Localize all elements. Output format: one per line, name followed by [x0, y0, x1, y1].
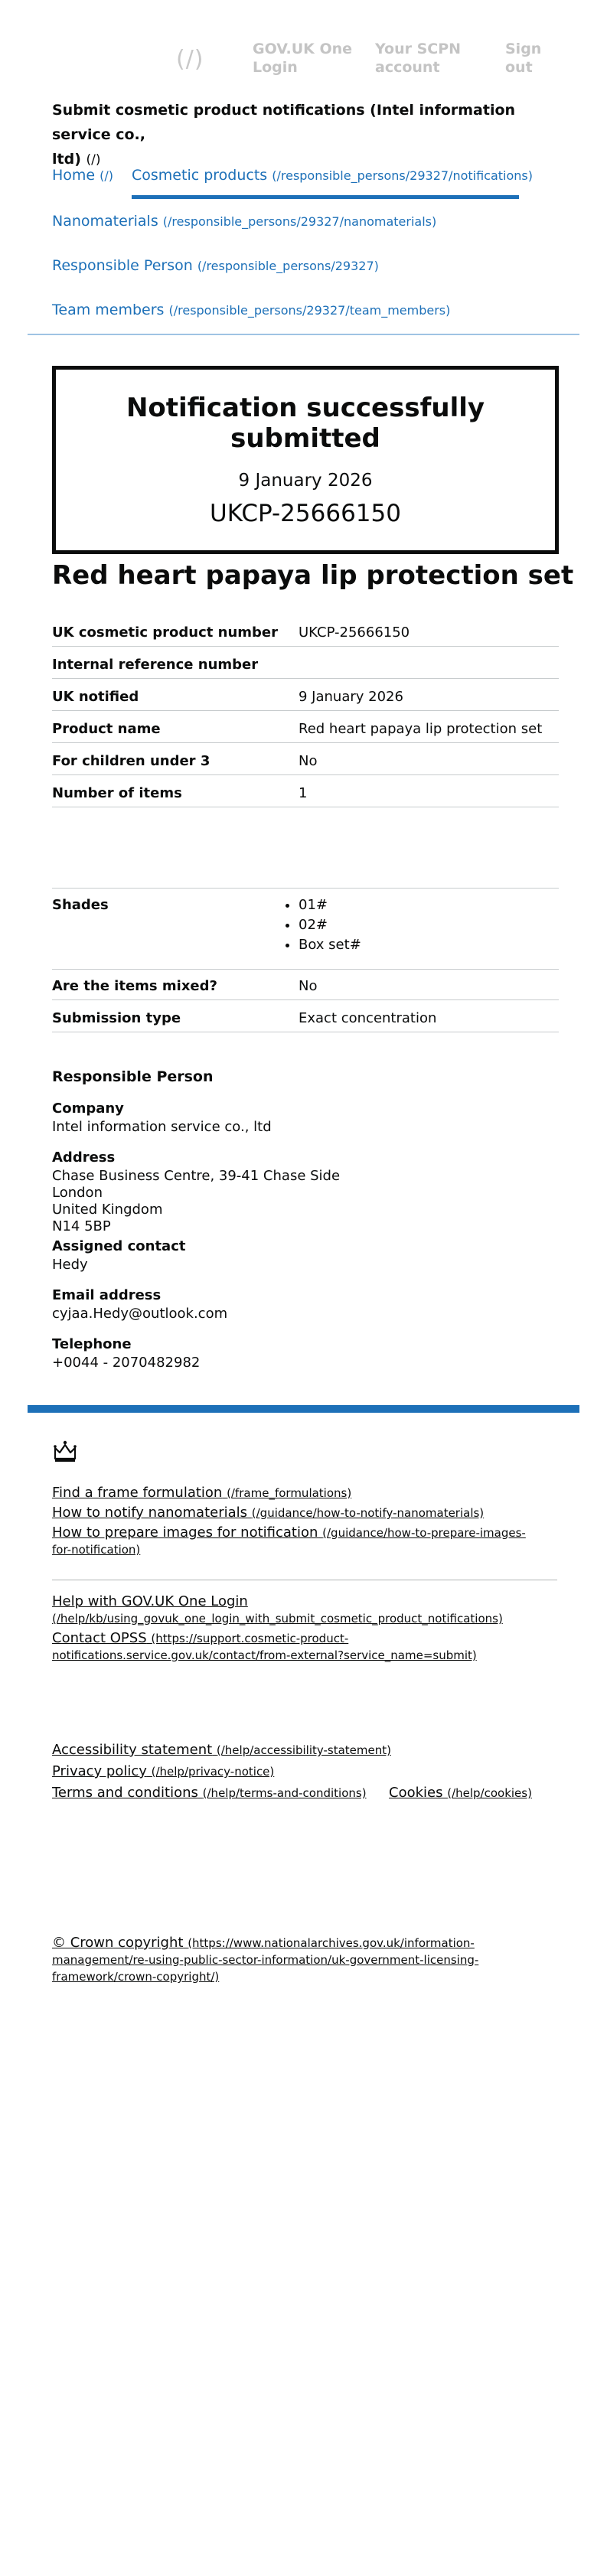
subnav-team-members-label: Team members: [52, 302, 165, 318]
top-navigation: [0, 40, 607, 86]
summary-value: 9 January 2026: [299, 689, 403, 705]
shade-list: [279, 895, 361, 955]
one-login-line1: GOV.UK One: [253, 41, 353, 57]
footer-link-label: Privacy policy: [52, 1763, 147, 1779]
company-value: Intel information service co., ltd: [52, 1119, 272, 1135]
footer-link-label: Find a frame formulation: [52, 1485, 223, 1501]
subnav-cosmetic-products-label: Cosmetic products: [132, 167, 268, 184]
footer-link-accessibility[interactable]: [52, 1742, 391, 1759]
telephone-label: Telephone: [52, 1336, 132, 1352]
scpn-account-line1: Your SCPN: [375, 41, 462, 57]
govuk-logo-link[interactable]: (/): [176, 46, 204, 73]
one-login-link[interactable]: [253, 40, 352, 77]
address-line: London: [52, 1185, 103, 1201]
one-login-line2: Login: [253, 59, 298, 76]
summary-key: For children under 3: [52, 753, 210, 769]
subnav-responsible-person-href: (/responsible_persons/29327): [197, 259, 379, 273]
subnav-home-label: Home: [52, 167, 96, 184]
subnav-cosmetic-products[interactable]: [132, 167, 533, 184]
footer-link-label: Help with GOV.UK One Login: [52, 1593, 248, 1609]
summary-key: UK cosmetic product number: [52, 624, 278, 641]
email-label: Email address: [52, 1287, 162, 1303]
footer-link-href-cont: notifications.service.gov.uk/contact/from-external?service_name=submit): [52, 1648, 477, 1662]
address-line: United Kingdom: [52, 1202, 163, 1218]
footer-link-href: (/help/kb/using_govuk_one_login_with_submit_cosmetic_product_notifications): [52, 1612, 503, 1625]
summary-key: Number of items: [52, 785, 182, 801]
shade-item: • 02#: [299, 915, 361, 935]
address-value: [52, 1168, 340, 1235]
address-label: Address: [52, 1149, 116, 1166]
summary-key: Shades: [52, 897, 109, 913]
footer-link-href-cont: for-notification): [52, 1543, 141, 1557]
assigned-contact-label: Assigned contact: [52, 1238, 186, 1254]
assigned-contact-value: Hedy: [52, 1257, 88, 1273]
summary-row-submission-type: [52, 1007, 559, 1032]
page-title: Red heart papaya lip protection set: [52, 560, 574, 591]
panel-reference: UKCP-25666150: [210, 500, 401, 527]
subnav-team-members-href: (/responsible_persons/29327/team_members): [168, 303, 451, 318]
subnav-home[interactable]: [52, 167, 113, 184]
subnav-nanomaterials-href: (/responsible_persons/29327/nanomaterials): [162, 214, 437, 229]
footer-link-terms[interactable]: [52, 1785, 367, 1802]
summary-row-uk-notified: [52, 686, 559, 711]
service-name-line1: Submit cosmetic product notifications (Intel information service co.,: [52, 102, 516, 143]
sign-out-line1: Sign: [505, 41, 542, 57]
footer-link-href: (https://www.nationalarchives.gov.uk/information-: [188, 1936, 475, 1950]
summary-value: Exact concentration: [299, 1010, 437, 1026]
address-line: Chase Business Centre, 39-41 Chase Side: [52, 1168, 341, 1184]
footer-link-href: (/guidance/how-to-prepare-images-: [322, 1526, 526, 1540]
telephone-value: +0044 - 2070482982: [52, 1355, 201, 1371]
footer-link-privacy[interactable]: [52, 1763, 274, 1780]
confirmation-panel: [52, 366, 559, 554]
footer-link-href: (/help/privacy-notice): [151, 1765, 275, 1779]
summary-value: No: [299, 753, 318, 769]
summary-value: No: [299, 978, 318, 994]
summary-row-ukcp: [52, 621, 559, 647]
summary-row-items-mixed: [52, 975, 559, 1000]
sign-out-line2: out: [505, 59, 533, 76]
address-line: N14 5BP: [52, 1218, 111, 1234]
footer-link-contact-opss[interactable]: [52, 1630, 477, 1664]
summary-key: Are the items mixed?: [52, 978, 217, 994]
summary-row-number-of-items: [52, 782, 559, 807]
footer-link-cookies[interactable]: [389, 1785, 532, 1802]
summary-key: UK notified: [52, 689, 139, 705]
footer-link-href-cont: management/re-using-public-sector-information/uk-government-licensing-: [52, 1953, 479, 1967]
footer-link-href: (/help/accessibility-statement): [216, 1743, 391, 1757]
footer-link-frame-formulation[interactable]: [52, 1485, 351, 1502]
footer-link-href: (/help/cookies): [447, 1786, 532, 1800]
footer-top-border: [28, 1405, 579, 1413]
shade-item: • Box set#: [299, 935, 361, 955]
crown-icon: [52, 1439, 78, 1465]
subnav-divider: [28, 334, 579, 335]
footer-link-label: How to prepare images for notification: [52, 1524, 318, 1541]
summary-value: Red heart papaya lip protection set: [299, 721, 543, 737]
company-label: Company: [52, 1101, 124, 1117]
footer-link-label: Contact OPSS: [52, 1630, 147, 1646]
footer-link-href: (/help/terms-and-conditions): [202, 1786, 367, 1800]
footer-link-href: (/frame_formulations): [227, 1486, 352, 1500]
summary-row-product-name: [52, 718, 559, 743]
footer-link-href: (/guidance/how-to-notify-nanomaterials): [251, 1506, 485, 1520]
footer-link-href-cont: framework/crown-copyright/): [52, 1970, 220, 1984]
active-tab-indicator: [132, 195, 519, 199]
summary-key: Product name: [52, 721, 161, 737]
footer-link-nanomaterials[interactable]: [52, 1505, 484, 1521]
service-name-link[interactable]: [52, 98, 557, 172]
footer-link-crown-copyright[interactable]: [52, 1935, 478, 1985]
footer-link-one-login-help[interactable]: [52, 1593, 503, 1627]
panel-title: Notification successfully submitted: [126, 393, 485, 454]
footer-link-label: Cookies: [389, 1785, 443, 1801]
footer-link-label: How to notify nanomaterials: [52, 1505, 248, 1521]
panel-date: 9 January 2026: [238, 471, 373, 491]
footer-link-href: (https://support.cosmetic-product-: [151, 1632, 349, 1645]
subnav-home-href: (/): [100, 168, 114, 183]
scpn-account-link[interactable]: [375, 40, 461, 77]
summary-key: Internal reference number: [52, 657, 259, 673]
summary-row-internal-ref: [52, 654, 559, 679]
summary-value: UKCP-25666150: [299, 624, 410, 641]
footer-link-label: Accessibility statement: [52, 1742, 213, 1758]
scpn-account-line2: account: [375, 59, 440, 76]
footer-link-prepare-images[interactable]: [52, 1524, 526, 1558]
subnav-responsible-person-label: Responsible Person: [52, 257, 193, 274]
summary-row-children: [52, 750, 559, 775]
service-name-line2: ltd): [52, 151, 81, 168]
summary-key: Submission type: [52, 1010, 181, 1026]
responsible-person-heading: Responsible Person: [52, 1068, 214, 1085]
subnav-nanomaterials[interactable]: [52, 213, 436, 230]
subnav-cosmetic-products-href: (/responsible_persons/29327/notifications): [272, 168, 533, 183]
email-value: cyjaa.Hedy@outlook.com: [52, 1306, 228, 1322]
footer-link-label: Terms and conditions: [52, 1785, 198, 1801]
summary-value: 1: [299, 785, 308, 801]
subnav-team-members[interactable]: [52, 302, 450, 318]
subnav-responsible-person[interactable]: [52, 257, 379, 274]
subnav-nanomaterials-label: Nanomaterials: [52, 213, 158, 230]
shade-item: • 01#: [299, 895, 361, 915]
sign-out-link[interactable]: [505, 40, 541, 77]
service-name-href: (/): [86, 152, 101, 168]
footer-link-label: © Crown copyright: [52, 1935, 184, 1951]
